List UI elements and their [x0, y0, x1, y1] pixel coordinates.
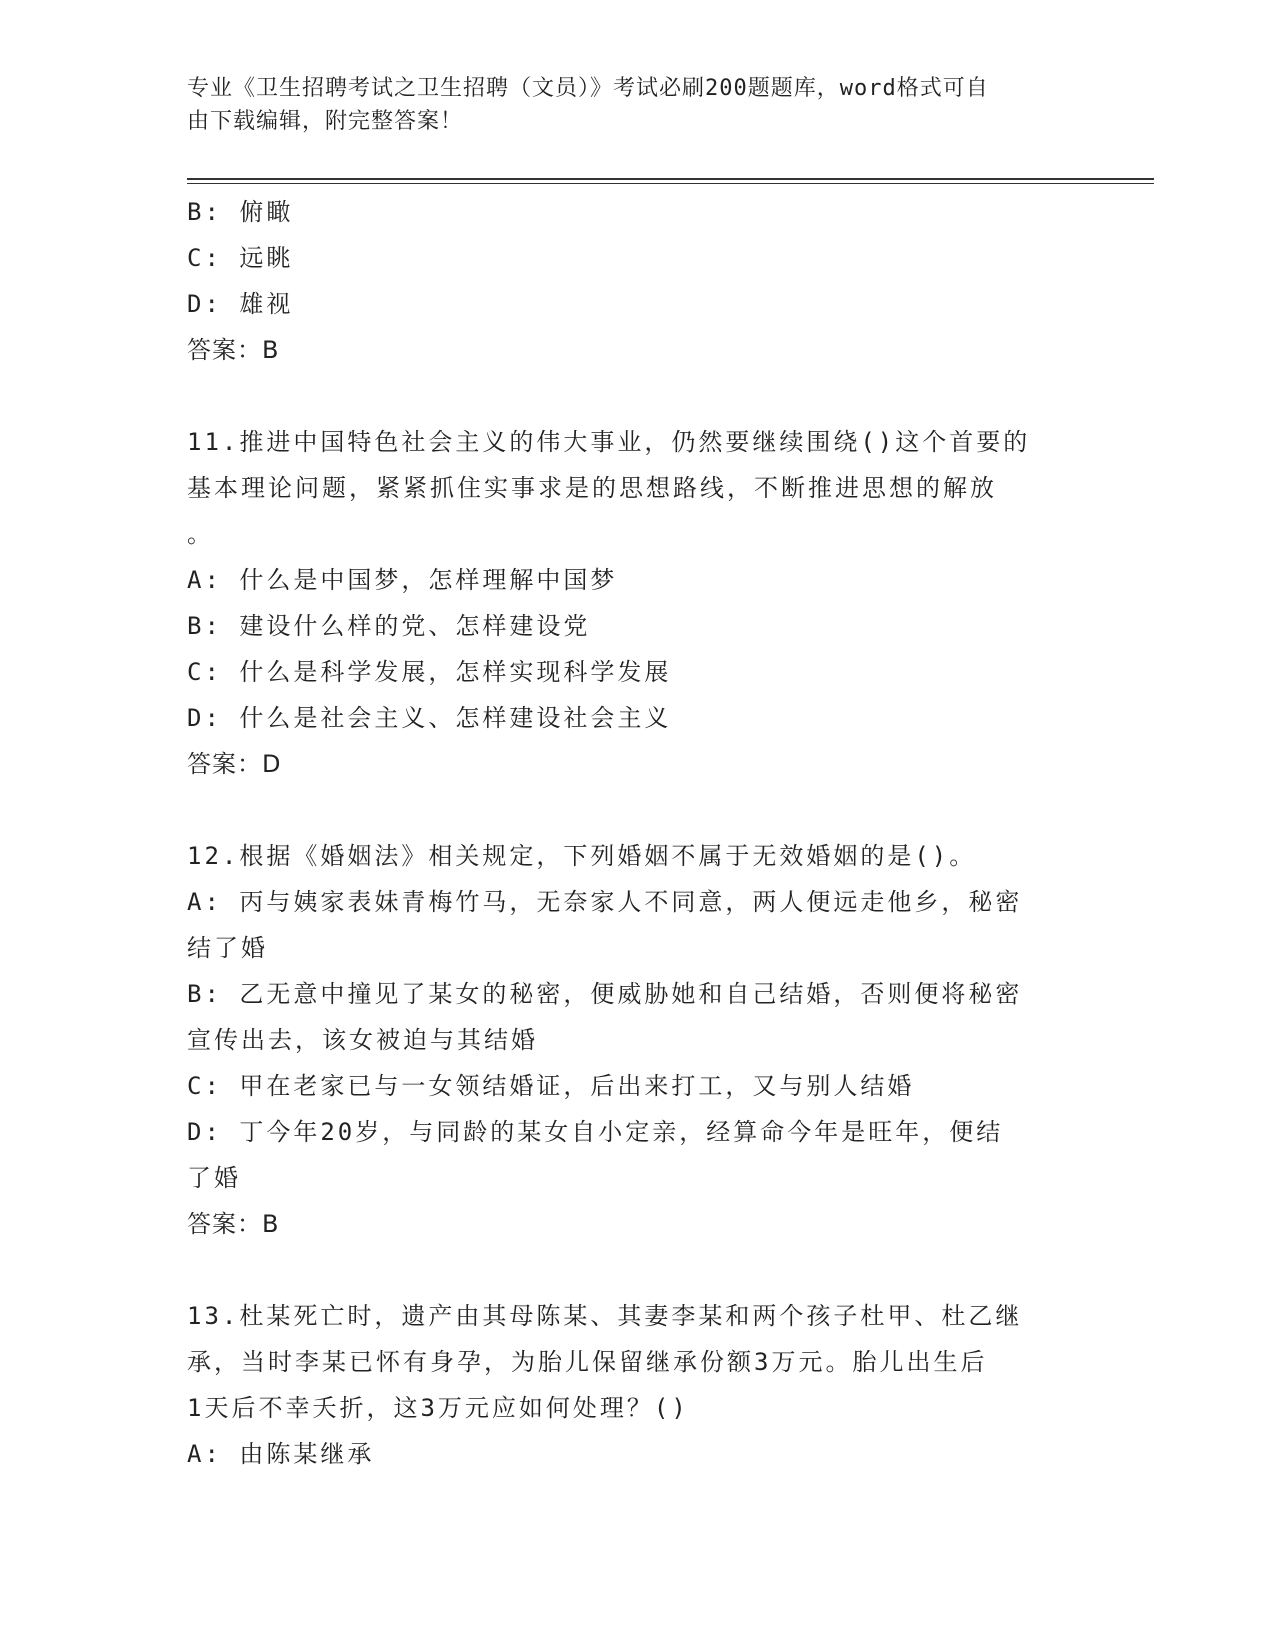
option-b: B: 建设什么样的党、怎样建设党 [187, 612, 591, 640]
question-11 [187, 419, 1087, 787]
option-b: B: 乙无意中撞见了某女的秘密，便威胁她和自己结婚，否则便将秘密 [187, 980, 1023, 1008]
option-c: C: 什么是科学发展，怎样实现科学发展 [187, 658, 672, 686]
option-b-continued: 宣传出去，该女被迫与其结婚 [187, 1026, 538, 1054]
question-stem: 基本理论问题，紧紧抓住实事求是的思想路线，不断推进思想的解放 [187, 474, 997, 502]
option-b: B: 俯瞰 [187, 198, 294, 226]
option-c: C: 甲在老家已与一女领结婚证，后出来打工，又与别人结婚 [187, 1072, 915, 1100]
option-d: D: 丁今年20岁，与同龄的某女自小定亲，经算命今年是旺年，便结 [187, 1118, 1004, 1146]
question-stem: 11.推进中国特色社会主义的伟大事业，仍然要继续围绕()这个首要的 [187, 428, 1031, 456]
option-c: C: 远眺 [187, 244, 294, 272]
question-13 [187, 1293, 1087, 1477]
header-divider-thin [187, 183, 1154, 184]
answer-label: 答案：D [187, 750, 282, 778]
spacer [187, 373, 1087, 419]
question-12 [187, 833, 1087, 1247]
header-line-1: 专业《卫生招聘考试之卫生招聘（文员）》考试必刷200题题库，word格式可自 [187, 76, 989, 101]
question-stem: 承，当时李某已怀有身孕，为胎儿保留继承份额3万元。胎儿出生后 [187, 1348, 988, 1376]
question-stem: 。 [187, 520, 214, 548]
header-divider-thick [187, 178, 1154, 180]
option-a: A: 由陈某继承 [187, 1440, 375, 1468]
spacer [187, 1247, 1087, 1293]
question-stem: 1天后不幸夭折，这3万元应如何处理？() [187, 1394, 689, 1422]
answer-label: 答案：B [187, 336, 280, 364]
question-stem: 13.杜某死亡时，遗产由其母陈某、其妻李某和两个孩子杜甲、杜乙继 [187, 1302, 1023, 1330]
question-stem: 12.根据《婚姻法》相关规定，下列婚姻不属于无效婚姻的是()。 [187, 842, 977, 870]
question-list [187, 189, 1087, 1477]
option-d-continued: 了婚 [187, 1164, 241, 1192]
option-a: A: 什么是中国梦，怎样理解中国梦 [187, 566, 618, 594]
option-d: D: 雄视 [187, 290, 294, 318]
question-10-continued [187, 189, 1087, 373]
answer-label: 答案：B [187, 1210, 280, 1238]
option-a-continued: 结了婚 [187, 934, 268, 962]
option-d: D: 什么是社会主义、怎样建设社会主义 [187, 704, 672, 732]
header-line-2: 由下载编辑，附完整答案！ [187, 109, 464, 134]
option-a: A: 丙与姨家表妹青梅竹马，无奈家人不同意，两人便远走他乡，秘密 [187, 888, 1023, 916]
spacer [187, 787, 1087, 833]
document-header [187, 72, 1067, 138]
